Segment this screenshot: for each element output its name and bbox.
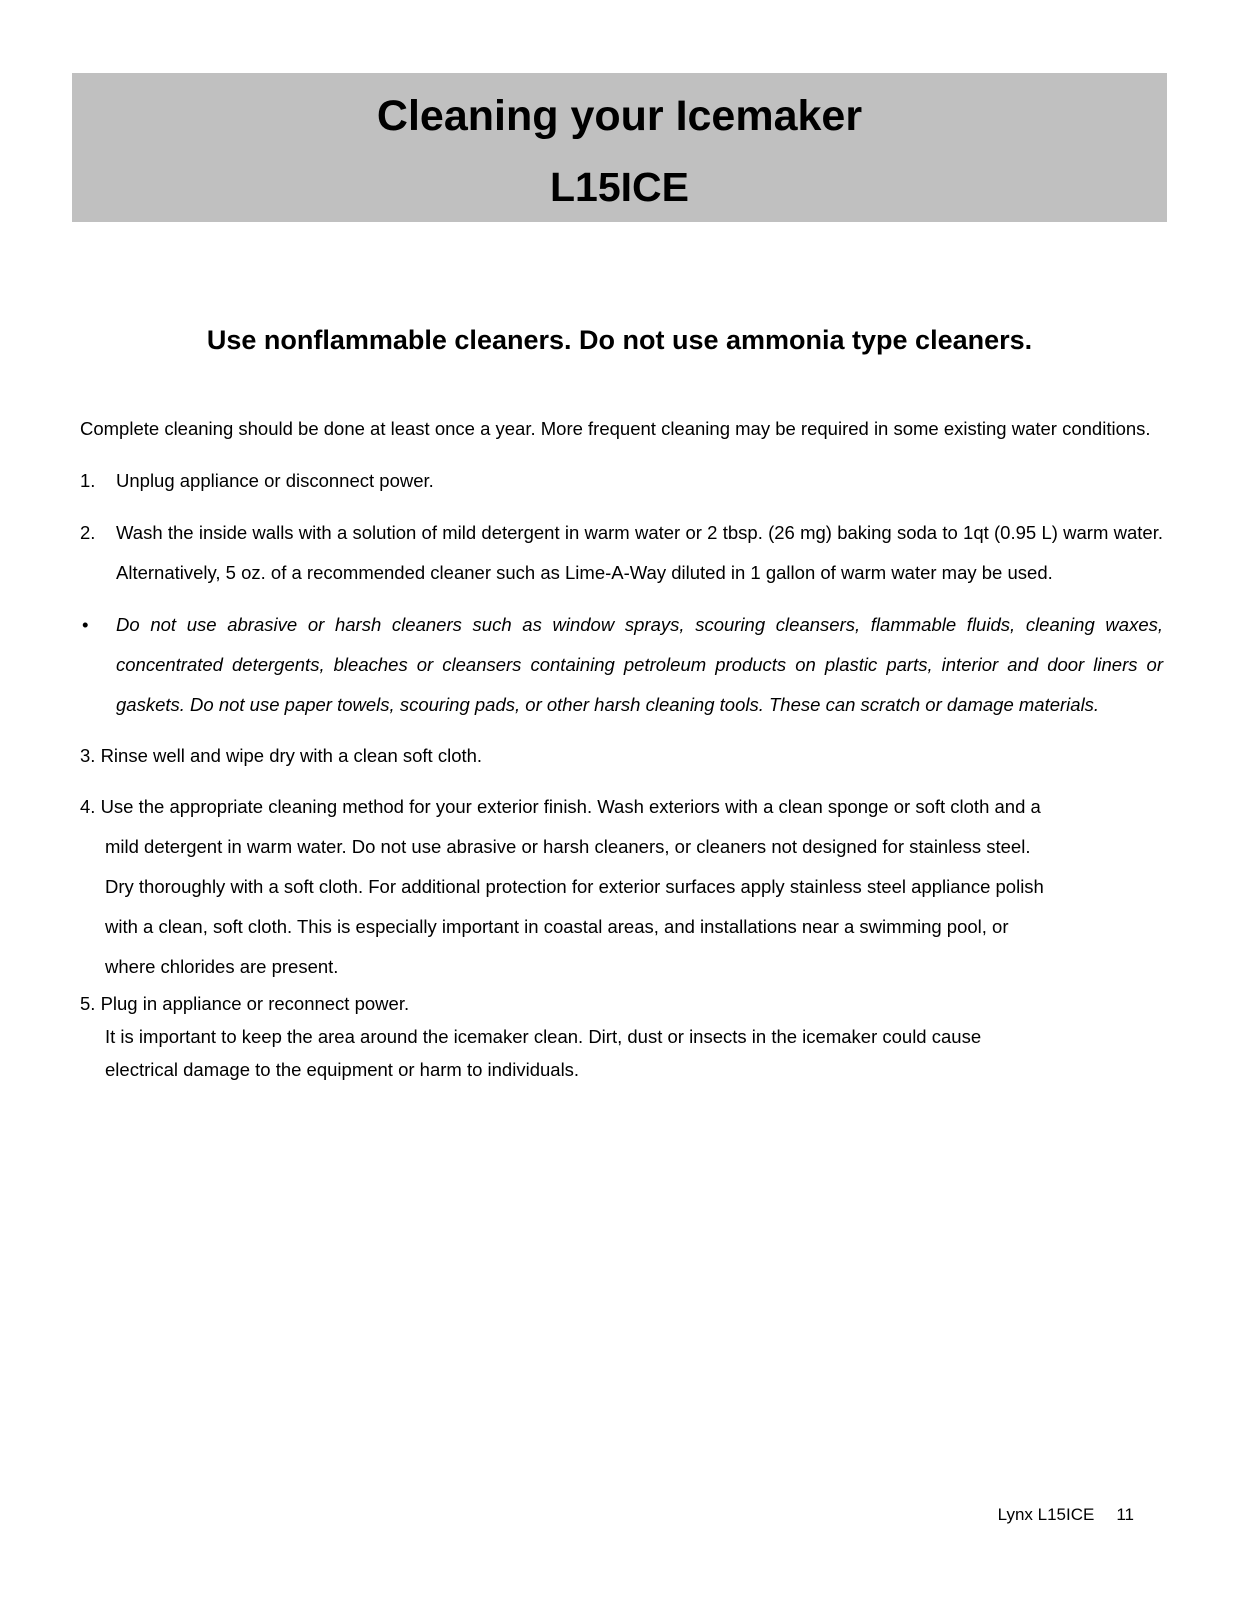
step-4-line: Dry thoroughly with a soft cloth. For additional protection for exterior surfaces apply stainless steel appliance polish	[105, 876, 1044, 897]
step-number: 1.	[80, 470, 96, 491]
step-4-line: with a clean, soft cloth. This is especially important in coastal areas, and installations near a swimming pool, or	[105, 916, 1009, 937]
step-4	[80, 787, 1163, 987]
caution-text: Do not use abrasive or harsh cleaners such as window sprays, scouring cleansers, flammable fluids, cleaning waxes, concentrated detergents, bleaches or cleansers containing petroleum products on plastic parts, interior and door liners or gaskets. Do not use paper towels, scouring pads, or other harsh cleaning tools. These can scratch or damage materials.	[116, 614, 1163, 715]
step-text: Wash the inside walls with a solution of mild detergent in warm water or 2 tbsp. (26 mg) baking soda to 1qt (0.95 L) warm water. Alternatively, 5 oz. of a recommended cleaner such as Lime-A-Way diluted in 1 gallon of warm water may be used.	[116, 522, 1163, 583]
step-5-line: 5. Plug in appliance or reconnect power.	[80, 993, 410, 1014]
warning-heading: Use nonflammable cleaners. Do not use ammonia type cleaners.	[206, 325, 1033, 355]
step-4-line: mild detergent in warm water. Do not use abrasive or harsh cleaners, or cleaners not designed for stainless steel.	[105, 836, 1031, 857]
instructions-body	[80, 409, 1163, 1086]
intro-paragraph: Complete cleaning should be done at least once a year. More frequent cleaning may be required in some existing water conditions.	[80, 418, 1151, 439]
footer-label: Lynx L15ICE	[997, 1505, 1095, 1524]
step-4-line: where chlorides are present.	[105, 956, 339, 977]
step-5-line: electrical damage to the equipment or harm to individuals.	[105, 1059, 580, 1080]
model-number: L15ICE	[550, 164, 689, 210]
page-footer	[998, 1503, 1134, 1527]
step-2	[80, 513, 1163, 593]
step-3: 3. Rinse well and wipe dry with a clean soft cloth.	[80, 745, 483, 766]
step-number: 2.	[80, 522, 96, 543]
page-title: Cleaning your Icemaker	[376, 92, 863, 140]
step-5	[80, 987, 1163, 1086]
step-1	[80, 461, 1163, 501]
page-number: 11	[1116, 1505, 1134, 1524]
step-4-line: 4. Use the appropriate cleaning method for your exterior finish. Wash exteriors with a clean sponge or soft cloth and a	[80, 796, 1041, 817]
bullet-icon: •	[82, 614, 89, 635]
caution-bullet	[80, 605, 1163, 725]
step-5-line: It is important to keep the area around the icemaker clean. Dirt, dust or insects in the icemaker could cause	[105, 1026, 982, 1047]
title-banner	[72, 73, 1167, 222]
step-text: Unplug appliance or disconnect power.	[116, 470, 434, 491]
